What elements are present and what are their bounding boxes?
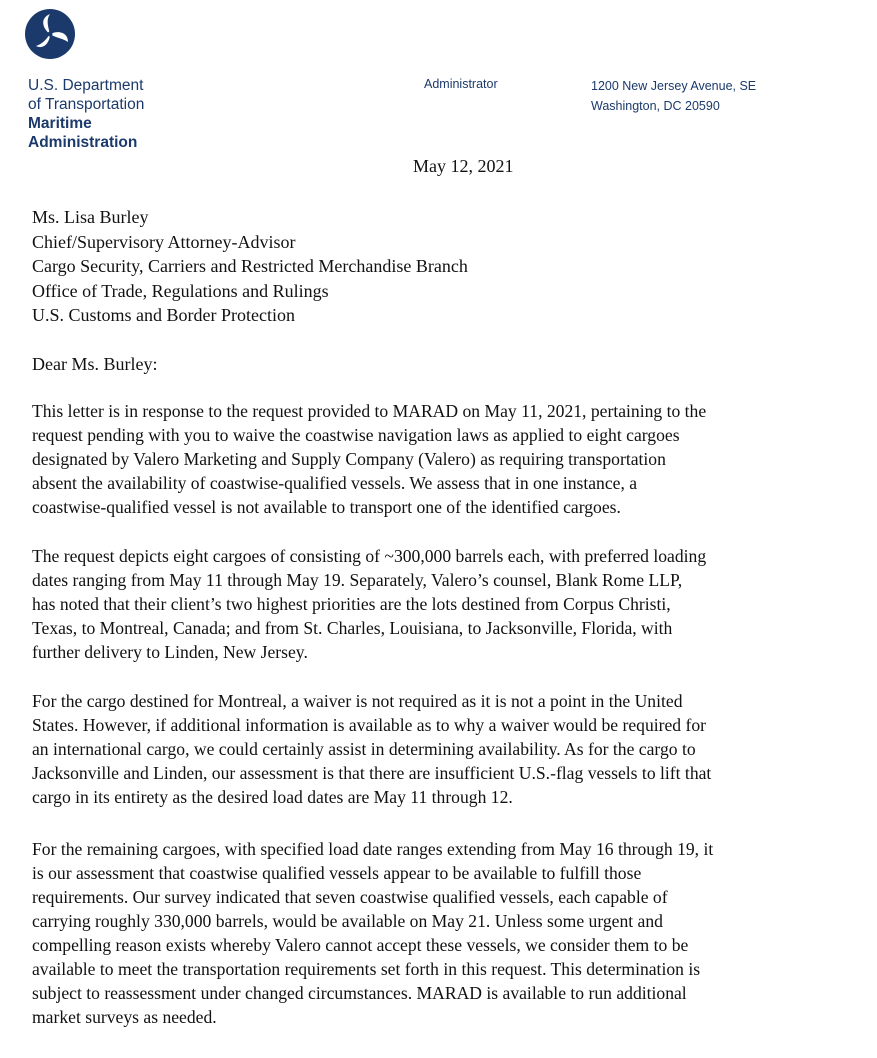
paragraph-line: Jacksonville and Linden, our assessment is that there are insufficient U.S.-flag vessels to lift that xyxy=(32,763,712,783)
dot-triskelion-logo-icon xyxy=(24,8,76,60)
paragraph-line: For the cargo destined for Montreal, a waiver is not required as it is not a point in the United xyxy=(32,691,683,711)
org-line-department: U.S. Department xyxy=(28,77,144,94)
paragraph-line: cargo in its entirety as the desired load dates are May 11 through 12. xyxy=(32,787,513,807)
body-paragraph-1 xyxy=(32,399,872,519)
address-city: Washington, DC 20590 xyxy=(591,99,720,113)
recipient-agency: U.S. Customs and Border Protection xyxy=(32,305,295,325)
paragraph-line: is our assessment that coastwise qualified vessels appear to be available to fulfill those xyxy=(32,863,642,883)
paragraph-line: States. However, if additional information is available as to why a waiver would be required for xyxy=(32,715,707,735)
paragraph-line: The request depicts eight cargoes of consisting of ~300,000 barrels each, with preferred loading xyxy=(32,546,707,566)
salutation: Dear Ms. Burley: xyxy=(32,354,158,374)
paragraph-line: has noted that their client’s two highest priorities are the lots destined from Corpus Christi, xyxy=(32,594,671,614)
paragraph-line: available to meet the transportation requirements set forth in this request. This determination is xyxy=(32,959,701,979)
paragraph-line: request pending with you to waive the coastwise navigation laws as applied to eight cargoes xyxy=(32,425,680,445)
paragraph-line: coastwise-qualified vessel is not available to transport one of the identified cargoes. xyxy=(32,497,621,517)
body-paragraph-4 xyxy=(32,837,872,1029)
paragraph-line: further delivery to Linden, New Jersey. xyxy=(32,642,308,662)
recipient-office: Office of Trade, Regulations and Rulings xyxy=(32,280,329,301)
paragraph-line: dates ranging from May 11 through May 19. Separately, Valero’s counsel, Blank Rome LLP, xyxy=(32,570,683,590)
paragraph-line: an international cargo, we could certainly assist in determining availability. As for the cargo to xyxy=(32,739,696,759)
org-line-administration: Administration xyxy=(28,134,138,151)
address-street: 1200 New Jersey Avenue, SE xyxy=(591,79,757,93)
recipient-branch: Cargo Security, Carriers and Restricted Merchandise Branch xyxy=(32,256,468,276)
office-title: Administrator xyxy=(424,77,498,91)
paragraph-line: subject to reassessment under changed circumstances. MARAD is available to run additional xyxy=(32,983,687,1003)
paragraph-line: absent the availability of coastwise-qualified vessels. We assess that in one instance, a xyxy=(32,473,638,493)
recipient-block xyxy=(32,205,468,328)
body-paragraph-2 xyxy=(32,544,872,664)
paragraph-line: designated by Valero Marketing and Supply Company (Valero) as requiring transportation xyxy=(32,449,666,469)
paragraph-line: requirements. Our survey indicated that seven coastwise qualified vessels, each capable of xyxy=(32,887,668,907)
paragraph-line: For the remaining cargoes, with specified load date ranges extending from May 16 through 19, it xyxy=(32,839,714,859)
org-line-maritime: Maritime xyxy=(28,115,92,132)
dot-logo xyxy=(24,8,76,60)
letterhead-address xyxy=(591,76,756,116)
letter-date: May 12, 2021 xyxy=(413,156,514,176)
organization-name xyxy=(28,76,144,152)
paragraph-line: compelling reason exists whereby Valero cannot accept these vessels, we consider them to be xyxy=(32,935,689,955)
paragraph-line: carrying roughly 330,000 barrels, would be available on May 21. Unless some urgent and xyxy=(32,911,663,931)
paragraph-line: This letter is in response to the request provided to MARAD on May 11, 2021, pertaining to the xyxy=(32,401,707,421)
paragraph-line: Texas, to Montreal, Canada; and from St. Charles, Louisiana, to Jacksonville, Florida, with xyxy=(32,618,673,638)
body-paragraph-3 xyxy=(32,689,872,809)
org-line-transportation: of Transportation xyxy=(28,96,145,113)
paragraph-line: market surveys as needed. xyxy=(32,1007,217,1027)
recipient-name: Ms. Lisa Burley xyxy=(32,207,149,227)
recipient-title: Chief/Supervisory Attorney-Advisor xyxy=(32,231,296,252)
